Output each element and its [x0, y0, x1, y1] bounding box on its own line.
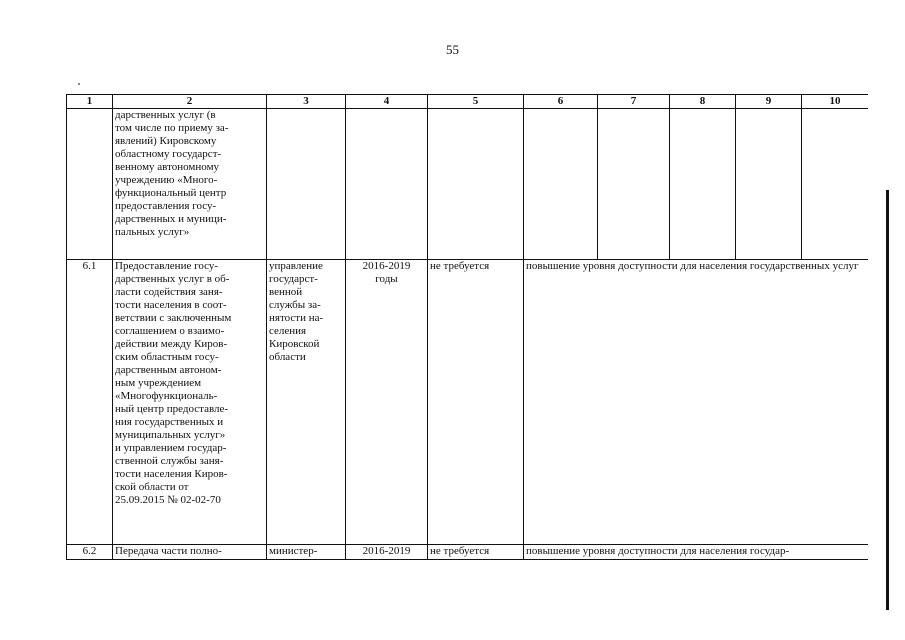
funding-cell: не требуется	[428, 260, 524, 545]
text-line: ния государственных и	[115, 416, 224, 428]
period-cell	[346, 260, 428, 545]
header-cell: 3	[267, 95, 346, 109]
row-number-cell: 6.2	[67, 545, 113, 560]
text-line: дарственных и муници-	[115, 213, 227, 225]
text-line: явлений) Кировскому	[115, 135, 217, 147]
row-number-cell	[67, 109, 113, 260]
text-line: Предоставление госу-	[115, 260, 218, 272]
table-header-row	[67, 95, 869, 109]
empty-cell	[670, 109, 736, 260]
text-line: соглашением о взаимо-	[115, 325, 225, 337]
text-line: Кировской	[269, 338, 320, 350]
scan-edge-bar	[886, 190, 889, 610]
text-line: годы	[375, 273, 398, 285]
measure-description-cell	[113, 260, 267, 545]
text-line: том числе по приему за-	[115, 122, 229, 134]
text-line: учреждению «Много-	[115, 174, 218, 186]
text-line: ственной службы заня-	[115, 455, 224, 467]
text-line: ской области от	[115, 481, 189, 493]
text-line: управление	[269, 260, 323, 272]
text-line: предоставления госу-	[115, 200, 217, 212]
table-row	[67, 545, 869, 560]
header-cell: 2	[113, 95, 267, 109]
header-cell: 4	[346, 95, 428, 109]
text-line: и управлением государ-	[115, 442, 227, 454]
header-cell: 7	[598, 95, 670, 109]
header-cell: 5	[428, 95, 524, 109]
text-line: ветствии с заключенным	[115, 312, 232, 324]
header-cell: 6	[524, 95, 598, 109]
text-line: областному государст-	[115, 148, 222, 160]
text-line: муниципальных услуг»	[115, 429, 226, 441]
text-line: государст-	[269, 273, 318, 285]
measure-description-cell	[113, 109, 267, 260]
period-cell	[346, 545, 428, 560]
text-line: повышение уровня доступности для населения государ-	[526, 545, 790, 557]
text-line: 2016-2019	[362, 545, 411, 557]
responsible-cell	[267, 109, 346, 260]
table-container	[66, 94, 868, 570]
text-line: селения	[269, 325, 307, 337]
period-cell	[346, 109, 428, 260]
text-line: тости населения в соот-	[115, 299, 227, 311]
text-line: действии между Киров-	[115, 338, 228, 350]
text-line: ским областным госу-	[115, 351, 219, 363]
row-number-cell: 6.1	[67, 260, 113, 545]
header-cell: 8	[670, 95, 736, 109]
header-cell: 9	[736, 95, 802, 109]
text-line: «Многофункциональ-	[115, 390, 218, 402]
responsible-cell	[267, 545, 346, 560]
text-line: ным учреждением	[115, 377, 202, 389]
header-cell: 1	[67, 95, 113, 109]
scan-artifact	[78, 83, 80, 85]
funding-cell: не требуется	[428, 545, 524, 560]
text-line: тости населения Киров-	[115, 468, 228, 480]
empty-cell	[524, 109, 598, 260]
page-number: 55	[446, 42, 459, 57]
text-line: дарственных услуг (в	[115, 109, 216, 121]
text-line: 2016-2019	[362, 260, 411, 272]
text-line: ласти содействия заня-	[115, 286, 223, 298]
empty-cell	[736, 109, 802, 260]
table-row	[67, 109, 869, 260]
responsible-cell	[267, 260, 346, 545]
text-line: венному автономному	[115, 161, 220, 173]
plan-table	[66, 94, 868, 560]
empty-cell	[802, 109, 869, 260]
empty-cell	[598, 109, 670, 260]
text-line: венной	[269, 286, 303, 298]
measure-description-cell	[113, 545, 267, 560]
text-line: пальных услуг»	[115, 226, 190, 238]
expected-result-cell: повышение уровня доступности для населения государственных услуг	[524, 260, 869, 545]
text-line: области	[269, 351, 306, 363]
funding-cell	[428, 109, 524, 260]
table-row	[67, 260, 869, 545]
expected-result-cell	[524, 545, 869, 560]
text-line: дарственным автоном-	[115, 364, 222, 376]
text-line: ный центр предоставле-	[115, 403, 229, 415]
text-line: 25.09.2015 № 02-02-70	[115, 494, 221, 506]
text-line: Передача части полно-	[115, 545, 222, 557]
text-line: нятости на-	[269, 312, 324, 324]
text-line: службы за-	[269, 299, 321, 311]
text-line: дарственных услуг в об-	[115, 273, 230, 285]
text-line: министер-	[269, 545, 318, 557]
header-cell: 10	[802, 95, 869, 109]
text-line: функциональный центр	[115, 187, 227, 199]
